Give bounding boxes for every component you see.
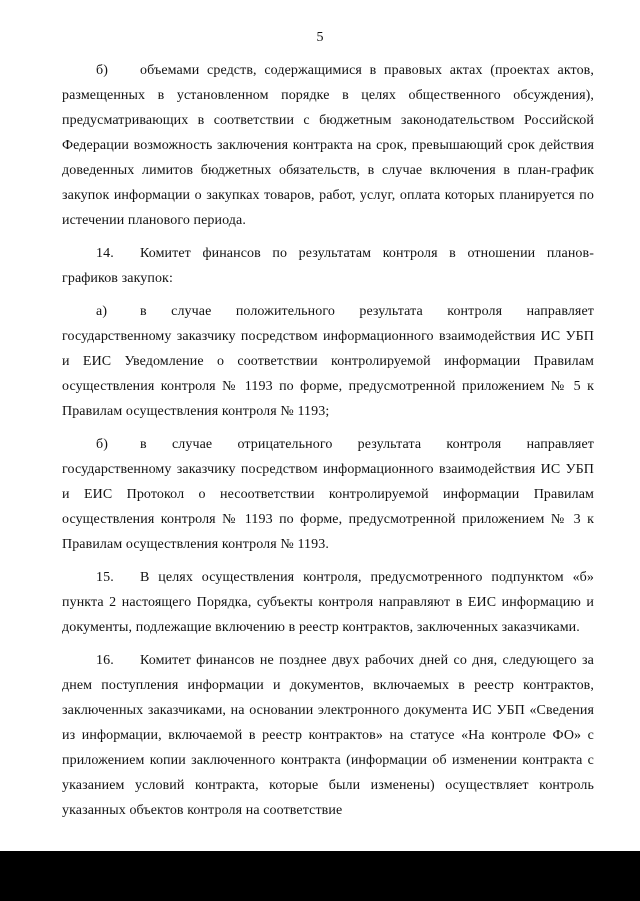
paragraph-text: Комитет финансов не позднее двух рабочих дней со дня, следующего за днем поступления информации и документов, включаемых в реестр контрактов, заключенных заказчиками, на основании электронного документа ИС УБП «Сведения из информации, включаемой в реестр контрактов» на статусе «На контроле ФО» с приложением копии заключенного контракта (информации об изменении контракта с указанием условий контракта, которые были изменены) осуществляет контроль указанных объектов контроля на соответствие	[62, 653, 594, 818]
paragraph-14	[62, 241, 594, 291]
paragraph-text: Комитет финансов по результатам контроля в отношении планов-графиков закупок:	[62, 246, 594, 286]
paragraph-marker: б)	[96, 63, 108, 78]
paragraph-16	[62, 648, 594, 823]
paragraph-marker: б)	[96, 437, 108, 452]
paragraph-14-a	[62, 299, 594, 424]
paragraph-text: объемами средств, содержащимися в правовых актах (проектах актов, размещенных в установленном порядке в целях общественного обсуждения), предусматривающих в соответствии с бюджетным законодательством Российской Федерации возможность заключения контракта на срок, превышающий срок действия доведенных лимитов бюджетных обязательств, в случае включения в план-график закупок информации о закупках товаров, работ, услуг, оплата которых планируется по истечении планового периода.	[62, 63, 594, 228]
page-number: 5	[316, 30, 324, 45]
paragraph-text: В целях осуществления контроля, предусмотренного подпунктом «б» пункта 2 настоящего Порядка, субъекты контроля направляют в ЕИС информацию и документы, подлежащие включению в реестр контрактов, заключенных заказчиками.	[62, 570, 594, 635]
paragraph-marker: 14.	[96, 246, 114, 261]
paragraph-15	[62, 565, 594, 640]
scan-border	[0, 851, 640, 901]
document-body	[62, 58, 594, 831]
paragraph-marker: а)	[96, 304, 108, 319]
paragraph-b-volumes	[62, 58, 594, 233]
paragraph-marker: 16.	[96, 653, 114, 668]
paragraph-14-b	[62, 432, 594, 557]
paragraph-text: в случае положительного результата контроля направляет государственному заказчику посредством информационного взаимодействия ИС УБП и ЕИС Уведомление о соответствии контролируемой информации Правилам осуществления контроля № 1193 по форме, предусмотренной приложением № 5 к Правилам осуществления контроля № 1193;	[62, 304, 594, 419]
paragraph-text: в случае отрицательного результата контроля направляет государственному заказчику посредством информационного взаимодействия ИС УБП и ЕИС Протокол о несоответствии контролируемой информации Правилам осуществления контроля № 1193 по форме, предусмотренной приложением № 3 к Правилам осуществления контроля № 1193.	[62, 437, 594, 552]
paragraph-marker: 15.	[96, 570, 114, 585]
